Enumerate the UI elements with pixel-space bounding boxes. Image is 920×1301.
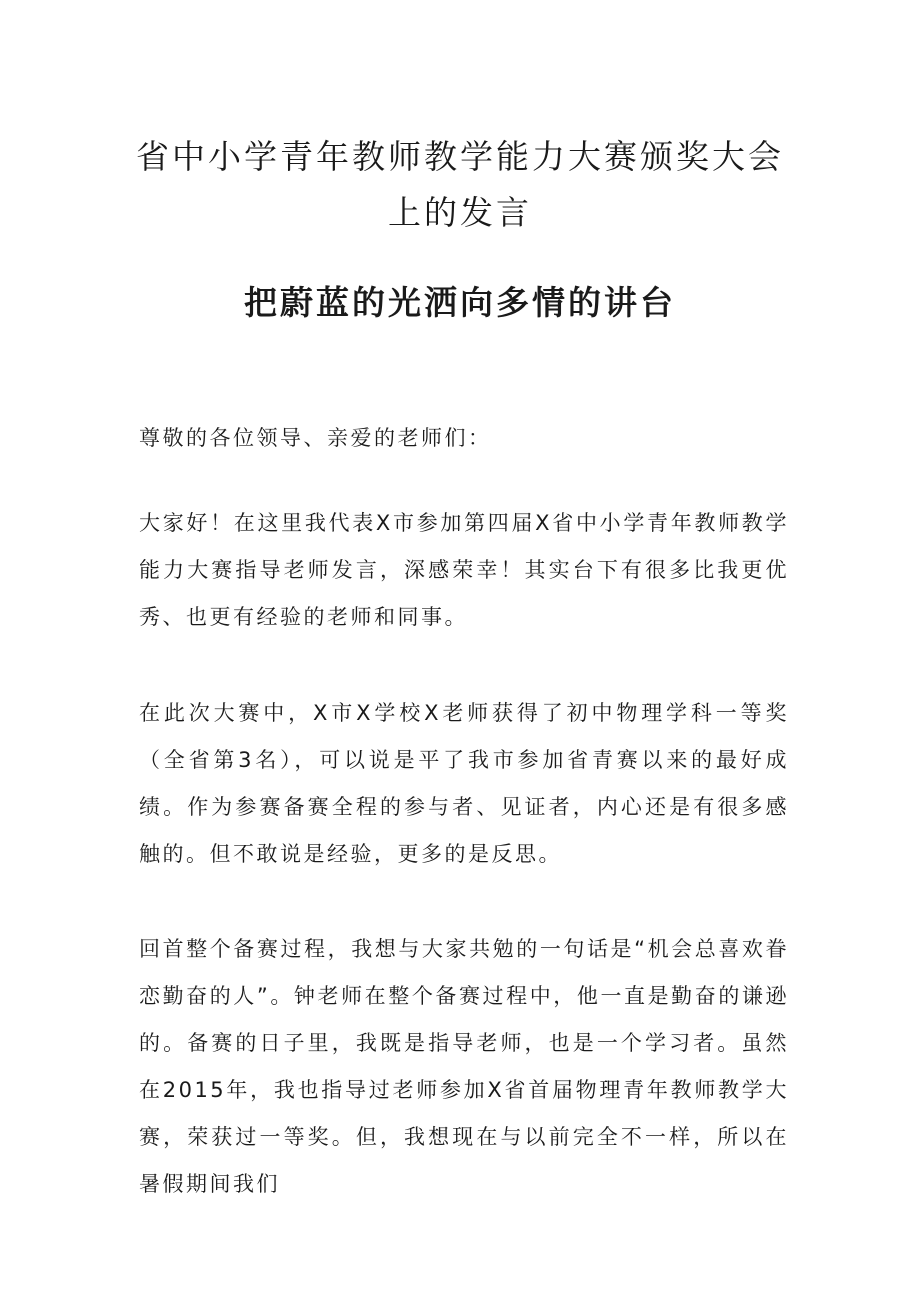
- document-title-line1: 省中小学青年教师教学能力大赛颁奖大会: [136, 137, 784, 176]
- document-subtitle: 把蔚蓝的光洒向多情的讲台: [244, 283, 676, 322]
- greeting-paragraph: 尊敬的各位领导、亲爱的老师们：: [139, 426, 492, 450]
- body-paragraph-2: 在此次大赛中，X市X学校X老师获得了初中物理学科一等奖（全省第3名），可以说是平了我市参加省青赛以来的最好成绩。作为参赛备赛全程的参与者、见证者，内心还是有很多感触的。但不敢说是经验，更多的是反思。: [139, 701, 789, 866]
- document-title-line2: 上的发言: [388, 193, 532, 232]
- body-paragraph-3: 回首整个备赛过程，我想与大家共勉的一句话是“机会总喜欢眷恋勤奋的人”。钟老师在整个备赛过程中，他一直是勤奋的谦逊的。备赛的日子里，我既是指导老师，也是一个学习者。虽然在2015年，我也指导过老师参加X省首届物理青年教师教学大赛，荣获过一等奖。但，我想现在与以前完全不一样，所以在暑假期间我们: [139, 937, 789, 1196]
- body-paragraph-1: 大家好！在这里我代表X市参加第四届X省中小学青年教师教学能力大赛指导老师发言，深感荣幸！其实台下有很多比我更优秀、也更有经验的老师和同事。: [139, 511, 789, 629]
